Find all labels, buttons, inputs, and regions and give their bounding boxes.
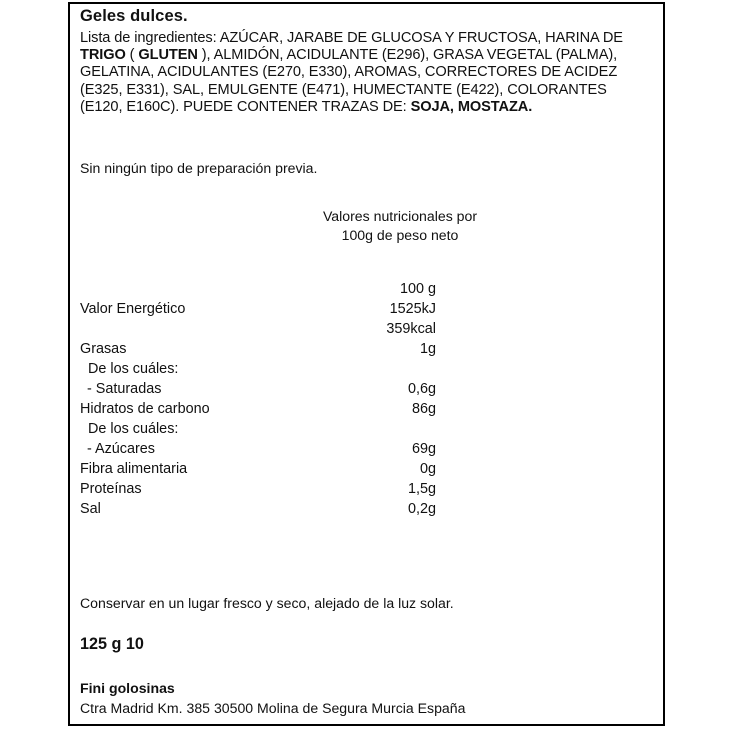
nutrient-label: - Azúcares — [87, 441, 155, 457]
preparation-instructions: Sin ningún tipo de preparación previa. — [80, 160, 318, 176]
net-weight-and-units: 125 g 10 — [80, 635, 144, 653]
ingredient-text: AZÚCAR, JARABE DE GLUCOSA Y FRUCTOSA, HARINA DE — [219, 30, 623, 46]
nutrient-label: Hidratos de carbono — [80, 401, 210, 417]
nutrient-label: Valor Energético — [80, 301, 186, 317]
allergen-highlight: GLUTEN — [138, 47, 198, 64]
table-row — [80, 339, 436, 359]
table-row — [80, 439, 436, 459]
nutrient-label: Proteínas — [80, 481, 142, 497]
manufacturer-info — [80, 678, 465, 718]
table-row — [80, 299, 436, 319]
table-row — [80, 359, 436, 379]
nutrient-label: De los cuáles: — [88, 361, 179, 377]
allergen-highlight: SOJA, MOSTAZA. — [410, 98, 533, 115]
table-row — [80, 379, 436, 399]
nutrient-value: 1525kJ — [389, 301, 436, 317]
ingredient-text: ( — [125, 47, 139, 64]
nutrient-value: 0g — [419, 461, 436, 477]
table-row — [80, 459, 436, 479]
nutrient-value: 0,2g — [407, 501, 436, 517]
table-row — [80, 319, 436, 339]
ingredients-list — [80, 30, 646, 116]
table-row — [80, 419, 436, 439]
allergen-highlight: TRIGO — [80, 47, 126, 64]
nutrient-value: 0,6g — [407, 381, 436, 397]
storage-instructions: Conservar en un lugar fresco y seco, alejado de la luz solar. — [80, 595, 454, 611]
nutrition-label-frame — [68, 2, 665, 726]
manufacturer-address: Ctra Madrid Km. 385 30500 Molina de Segura Murcia España — [80, 700, 466, 716]
nutrient-label: Fibra alimentaria — [80, 461, 188, 477]
nutrient-value: 1,5g — [407, 481, 436, 497]
ingredients-label: Lista de ingredientes: — [80, 30, 220, 46]
table-row — [80, 399, 436, 419]
nutrition-heading-line-2: 100g de peso neto — [341, 226, 459, 243]
nutrient-label: Sal — [80, 501, 101, 517]
table-row — [80, 479, 436, 499]
nutrient-value: 1g — [419, 341, 436, 357]
nutrient-label: Grasas — [80, 341, 127, 357]
table-row — [80, 499, 436, 519]
label-content — [80, 4, 655, 724]
manufacturer-name: Fini golosinas — [80, 680, 175, 696]
nutrient-value: 100 g — [399, 281, 436, 297]
nutrient-value: 86g — [411, 401, 436, 417]
ingredient-text: ), ALMIDÓN, ACIDULANTE (E296), GRASA VEGETAL (PALMA), GELATINA, ACIDULANTES (E270, E330), AROMAS, CORRECTORES DE ACIDEZ (E325, E331), SAL, EMULGENTE (E471), HUMECTANTE (E422), COLORANTES (E120, E160C). PUEDE CONTENER TRAZAS DE: — [80, 47, 618, 115]
nutrition-facts-table — [80, 279, 436, 519]
nutrition-heading-line-1: Valores nutricionales por — [322, 208, 478, 224]
nutrient-value: 359kcal — [386, 321, 436, 337]
page-title: Geles dulces. — [80, 7, 188, 25]
table-row — [80, 279, 436, 299]
nutrient-label: - Saturadas — [87, 381, 162, 397]
nutrient-label: De los cuáles: — [88, 421, 179, 437]
nutrition-table-heading — [270, 207, 530, 244]
nutrient-value: 69g — [411, 441, 436, 457]
